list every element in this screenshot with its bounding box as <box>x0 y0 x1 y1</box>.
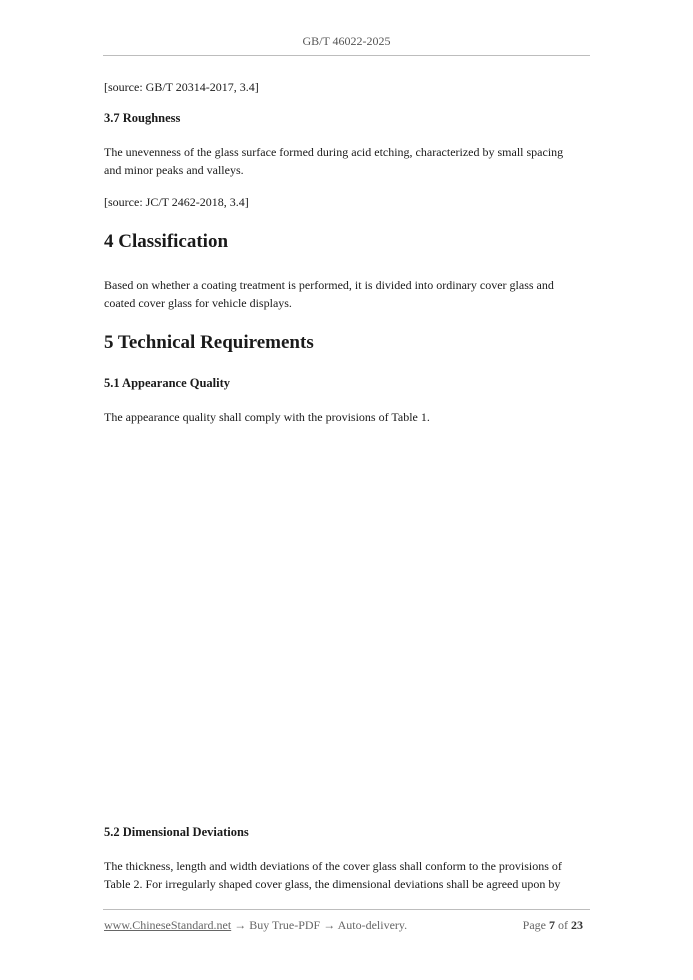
source-reference-2: [source: JC/T 2462-2018, 3.4] <box>104 195 249 209</box>
document-id-header: GB/T 46022-2025 <box>302 34 391 48</box>
page-indicator <box>523 918 583 933</box>
of-label: of <box>558 918 568 932</box>
footer-divider <box>103 909 590 910</box>
section-4-text-line-1: Based on whether a coating treatment is performed, it is divided into ordinary cover glass and <box>104 278 554 292</box>
header-divider <box>103 55 590 56</box>
arrow-icon: → <box>234 918 247 932</box>
website-link[interactable]: www.ChineseStandard.net <box>104 918 232 932</box>
section-3-7-text-line-1: The unevenness of the glass surface formed during acid etching, characterized by small spacing <box>104 145 564 159</box>
section-5-2-text-line-2: Table 2. For irregularly shaped cover glass, the dimensional deviations shall be agreed upon by <box>104 877 561 891</box>
total-pages-number: 23 <box>571 918 583 932</box>
section-5-2-heading: 5.2 Dimensional Deviations <box>104 825 249 839</box>
section-5-1-heading: 5.1 Appearance Quality <box>104 376 231 390</box>
page-label: Page <box>522 918 546 932</box>
buy-pdf-text: Buy True-PDF <box>249 918 321 932</box>
section-5-heading: 5 Technical Requirements <box>104 332 314 353</box>
section-4-heading: 4 Classification <box>104 231 229 252</box>
current-page-number: 7 <box>549 918 555 932</box>
auto-delivery-text: Auto-delivery. <box>337 918 408 932</box>
footer-promo <box>104 918 407 933</box>
section-3-7-text-line-2: and minor peaks and valleys. <box>104 163 244 177</box>
source-reference-1: [source: GB/T 20314-2017, 3.4] <box>104 80 259 94</box>
section-5-2-text-line-1: The thickness, length and width deviations of the cover glass shall conform to the provisions of <box>104 859 562 873</box>
section-3-7-heading: 3.7 Roughness <box>104 111 181 125</box>
section-4-text-line-2: coated cover glass for vehicle displays. <box>104 296 292 310</box>
arrow-icon: → <box>323 918 336 932</box>
section-5-1-text: The appearance quality shall comply with the provisions of Table 1. <box>104 410 430 424</box>
